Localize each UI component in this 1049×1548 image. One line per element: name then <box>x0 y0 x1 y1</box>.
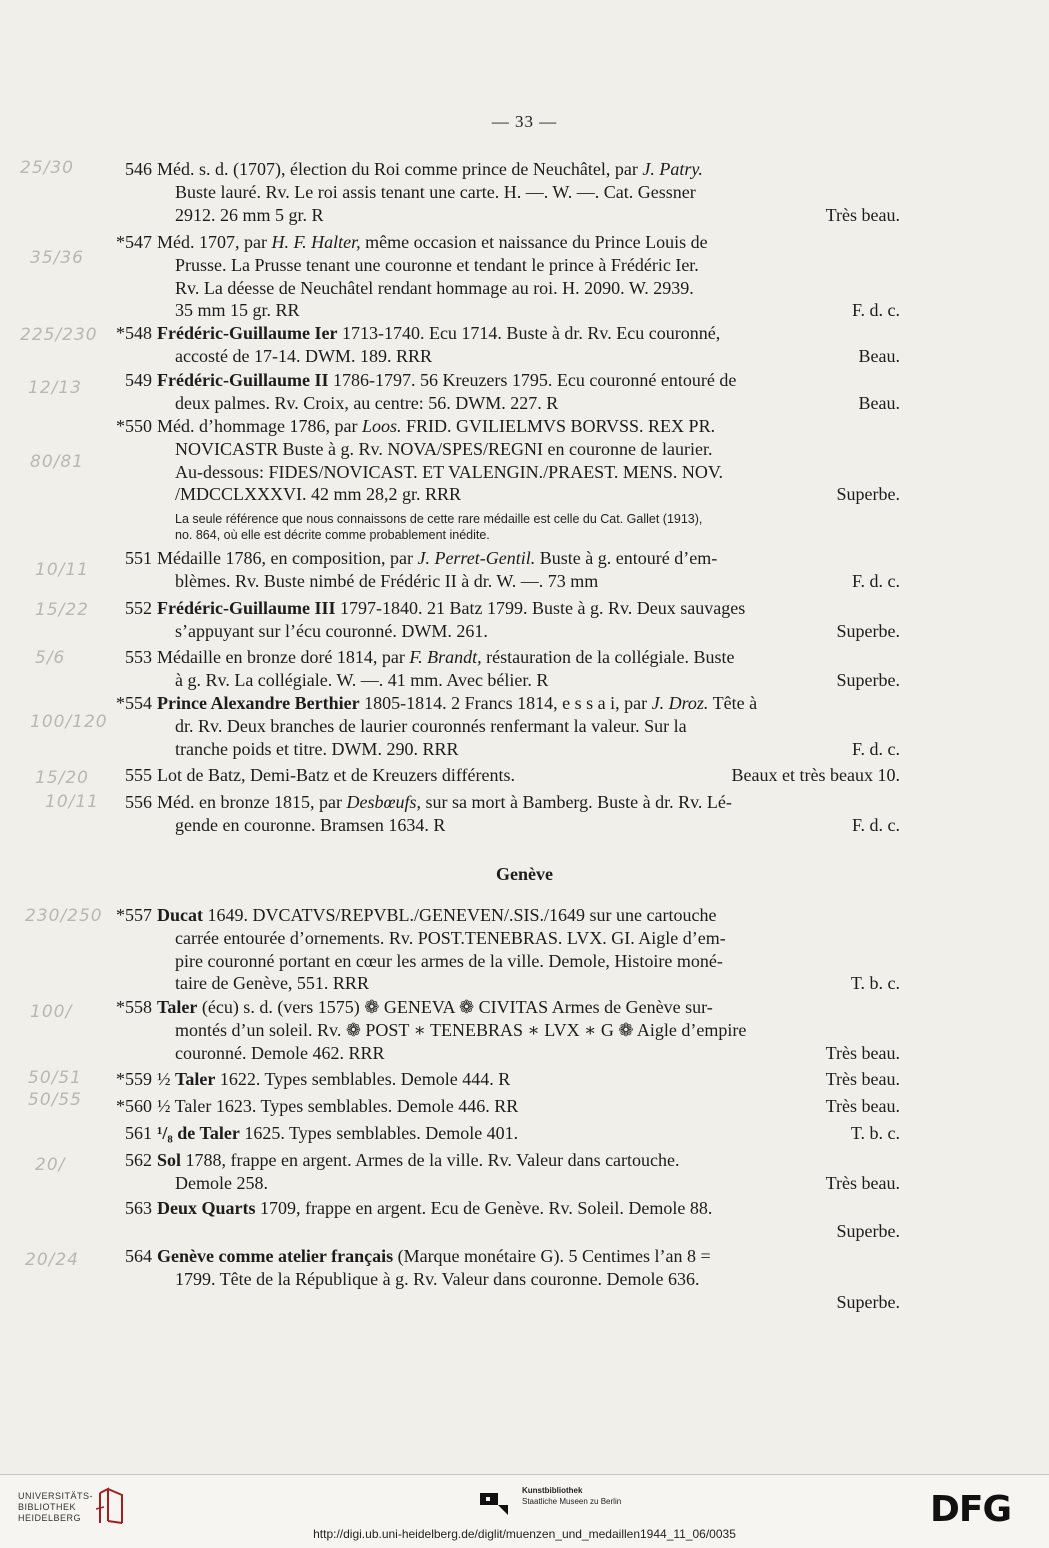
margin-note: 225/230 <box>20 325 98 345</box>
grade: Superbe. <box>836 1291 900 1312</box>
lot-564: 564 Genève comme atelier français (Marque monétaire G). 5 Centimes l’an 8 = 1799. Tête de la République à g. Rv. Valeur dans couronne. Demole 636. Superbe. <box>125 1246 900 1312</box>
lot-549: 549 Frédéric-Guillaume II 1786-1797. 56 Kreuzers 1795. Ecu couronné entouré de deux palmes. Rv. Croix, au centre: 56. DWM. 227. R Beau. <box>125 370 900 413</box>
lot-552: 552 Frédéric-Guillaume III 1797-1840. 21 Batz 1799. Buste à g. Rv. Deux sauvages s’appuyant sur l’écu couronné. DWM. 261. Superbe. <box>125 598 900 641</box>
margin-note: 5/6 <box>35 648 66 668</box>
lot-547: *547 Méd. 1707, par H. F. Halter, même occasion et naissance du Prince Louis de Prusse. La Prusse tenant une couronne et tendant le prince à Frédéric Ier. Rv. La déesse de Neuchâtel rendant hommage au roi. H. 2090. W. 2939. 35 mm 15 gr. RR F. d. c. <box>116 232 900 321</box>
lot-562: 562 Sol 1788, frappe en argent. Armes de la ville. Rv. Valeur dans cartouche. Demole 258. Très beau. <box>125 1150 900 1193</box>
lot-559: *559 ½ Taler 1622. Types semblables. Demole 444. R Très beau. <box>116 1069 900 1089</box>
margin-note: 10/11 <box>45 792 99 812</box>
margin-note: 80/81 <box>30 452 84 472</box>
lot-558: *558 Taler (écu) s. d. (vers 1575) ❁ GENEVA ❁ CIVITAS Armes de Genève sur- montés d’un soleil. Rv. ❁ POST ∗ TENEBRAS ∗ LVX ∗ G ❁ Aigle d’empire couronné. Demole 462. RRR Très beau. <box>116 997 900 1063</box>
lot-560: *560 ½ Taler 1623. Types semblables. Demole 446. RR Très beau. <box>116 1096 900 1116</box>
margin-note: 100/ <box>30 1002 73 1022</box>
kunstbibliothek-subtitle: Staatliche Museen zu Berlin <box>522 1497 622 1506</box>
margin-note: 20/24 <box>25 1250 79 1270</box>
grade: Beau. <box>858 392 900 413</box>
margin-note: 230/250 <box>25 906 103 926</box>
margin-note: 35/36 <box>30 248 84 268</box>
grade: Très beau. <box>825 1042 900 1063</box>
grade: Superbe. <box>836 620 900 641</box>
margin-note: 20/ <box>35 1155 66 1175</box>
lot-563: 563 Deux Quarts 1709, frappe en argent. Ecu de Genève. Rv. Soleil. Demole 88. Superbe. <box>125 1198 900 1241</box>
grade: Beau. <box>858 345 900 366</box>
lot-555: 555 Lot de Batz, Demi-Batz et de Kreuzers différents. Beaux et très beaux 10. <box>125 765 900 785</box>
margin-note: 50/55 <box>28 1090 82 1110</box>
margin-note: 10/11 <box>35 560 89 580</box>
lot-561: 561 ¹/₈ de Taler 1625. Types semblables. Demole 401. T. b. c. <box>125 1123 900 1143</box>
lot-550-note: La seule référence que nous connaissons de cette rare médaille est celle du Cat. Gallet (1913), no. 864, où elle est décrite comme probablement inédite. <box>175 512 703 542</box>
kunstbibliothek-title: Kunstbibliothek <box>522 1486 583 1495</box>
lot-556: 556 Méd. en bronze 1815, par Desbœufs, sur sa mort à Bamberg. Buste à dr. Rv. Lé- gende en couronne. Bramsen 1634. R F. d. c. <box>125 792 900 835</box>
page-url[interactable]: http://digi.ub.uni-heidelberg.de/diglit/muenzen_und_medaillen1944_11_06/0035 <box>313 1527 736 1541</box>
dfg-logo[interactable]: DFG <box>930 1489 1012 1530</box>
footer <box>0 1475 1049 1548</box>
grade: Beaux et très beaux 10. <box>731 765 900 785</box>
margin-note: 15/20 <box>35 768 89 788</box>
lot-557: *557 Ducat 1649. DVCATVS/REPVBL./GENEVEN/.SIS./1649 sur une cartouche carrée entourée d’ornements. Rv. POST.TENEBRAS. LVX. GI. Aigle d’em- pire couronné portant en cœur les armes de la ville. Demole, Histoire moné- taire de Genève, 551. RRR T. b. c. <box>116 905 900 994</box>
lot-553: 553 Médaille en bronze doré 1814, par F. Brandt, réstauration de la collégiale. Buste à g. Rv. La collégiale. W. —. 41 mm. Avec bélier. R Superbe. <box>125 647 900 690</box>
grade: Très beau. <box>825 1172 900 1193</box>
grade: T. b. c. <box>850 1123 900 1143</box>
grade: F. d. c. <box>851 570 900 591</box>
kunstbibliothek-logo[interactable] <box>480 1485 622 1520</box>
university-library-label[interactable]: UNIVERSITÄTS- BIBLIOTHEK HEIDELBERG <box>18 1491 94 1523</box>
grade: Superbe. <box>836 669 900 690</box>
page-number: — 33 — <box>491 112 558 131</box>
grade: F. d. c. <box>851 814 900 835</box>
margin-note: 15/22 <box>35 600 89 620</box>
lot-546: 546 Méd. s. d. (1707), élection du Roi comme prince de Neuchâtel, par J. Patry. Buste lauré. Rv. Le roi assis tenant une carte. H. —. W. —. Cat. Gessner 2912. 26 mm 5 gr. R Très beau. <box>125 159 900 225</box>
lot-548: *548 Frédéric-Guillaume Ier 1713-1740. Ecu 1714. Buste à dr. Rv. Ecu couronné, accosté de 17-14. DWM. 189. RRR Beau. <box>116 323 900 366</box>
kunstbibliothek-icon <box>480 1485 516 1515</box>
margin-note: 50/51 <box>28 1068 82 1088</box>
section-title: Genève <box>496 864 553 884</box>
university-logo-icon[interactable] <box>96 1485 126 1530</box>
grade: Très beau. <box>825 1069 900 1089</box>
margin-note: 100/120 <box>30 712 108 732</box>
grade: Superbe. <box>836 1220 900 1241</box>
grade: Très beau. <box>825 204 900 225</box>
lot-551: 551 Médaille 1786, en composition, par J. Perret-Gentil. Buste à g. entouré d’em- blèmes. Rv. Buste nimbé de Frédéric II à dr. W. —. 73 mm F. d. c. <box>125 548 900 591</box>
margin-note: 25/30 <box>20 158 74 178</box>
margin-note: 12/13 <box>28 378 82 398</box>
lot-550: *550 Méd. d’hommage 1786, par Loos. FRID. GVILIELMVS BORVSS. REX PR. NOVICASTR Buste à g. Rv. NOVA/SPES/REGNI en couronne de laurier. Au-dessous: FIDES/NOVICAST. ET VALENGIN./PRAEST. MENS. NOV. /MDCCLXXXVI. 42 mm 28,2 gr. RRR Superbe. <box>116 416 900 505</box>
grade: F. d. c. <box>851 300 900 321</box>
grade: F. d. c. <box>851 738 900 759</box>
lot-554: *554 Prince Alexandre Berthier 1805-1814. 2 Francs 1814, e s s a i, par J. Droz. Tête à dr. Rv. Deux branches de laurier couronnés renfermant la valeur. Sur la tranche poids et titre. DWM. 290. RRR F. d. c. <box>116 693 900 759</box>
grade: Superbe. <box>836 484 900 505</box>
grade: T. b. c. <box>850 973 900 994</box>
grade: Très beau. <box>825 1096 900 1116</box>
